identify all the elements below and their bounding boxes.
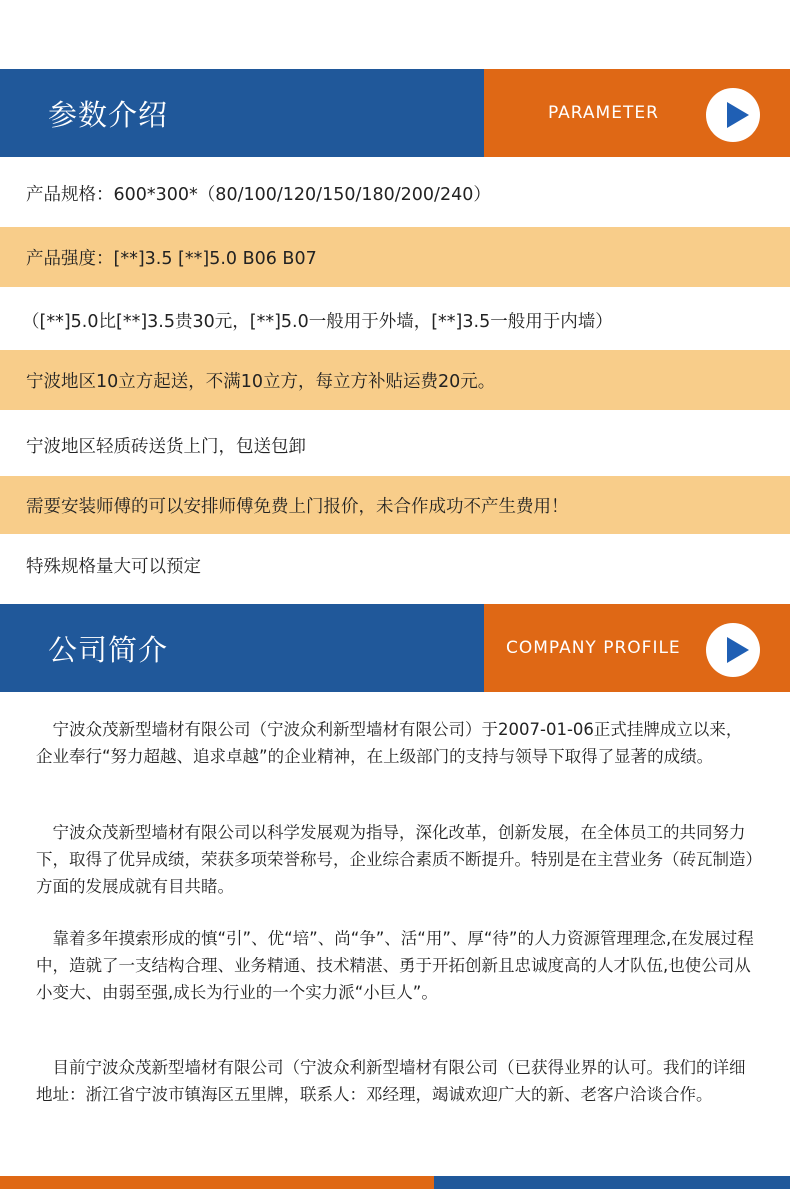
parameter-banner — [0, 69, 790, 157]
bottom-bar-orange — [0, 1176, 434, 1189]
bottom-decor-bar — [0, 1176, 790, 1189]
parameter-banner-right — [484, 69, 790, 157]
company-paragraph: 靠着多年摸索形成的慎“引”、优“培”、尚“争”、活“用”、厚“待”的人力资源管理理念,在发展过程中，造就了一支结构合理、业务精通、技术精湛、勇于开拓创新且忠诚度高的人才队伍,也使公司从小变大、由弱至强,成长为行业的一个实力派“小巨人”。 — [36, 929, 754, 1002]
param-delivery-door: 宁波地区轻质砖送货上门，包送包卸 — [26, 436, 306, 457]
parameter-section-subtitle: PARAMETER — [548, 103, 659, 123]
param-delivery-min: 宁波地区10立方起送，不满10立方，每立方补贴运费20元。 — [0, 350, 790, 410]
parameter-section-title: 参数介绍 — [48, 98, 169, 132]
param-strength: 产品强度：[**]3.5 [**]5.0 B06 B07 — [0, 227, 790, 287]
param-installation: 需要安装师傅的可以安排师傅免费上门报价，未合作成功不产生费用！ — [0, 476, 790, 534]
company-paragraph: 宁波众茂新型墙材有限公司以科学发展观为指导，深化改革，创新发展，在全体员工的共同努力下，取得了优异成绩，荣获多项荣誉称号，企业综合素质不断提升。特别是在主营业务（砖瓦制造）方面的发展成就有目共睹。 — [36, 823, 754, 896]
company-paragraph: 目前宁波众茂新型墙材有限公司（宁波众利新型墙材有限公司（已获得业界的认可。我们的详细地址：浙江省宁波市镇海区五里牌，联系人：邓经理，竭诚欢迎广大的新、老客户洽谈合作。 — [36, 1058, 746, 1104]
company-section-title: 公司简介 — [48, 633, 169, 667]
play-icon[interactable] — [706, 88, 760, 142]
param-spec: 产品规格：600*300*（80/100/120/150/180/200/240） — [26, 184, 491, 205]
play-icon[interactable] — [706, 623, 760, 677]
company-banner-left — [0, 604, 484, 692]
company-banner — [0, 604, 790, 692]
company-paragraph: 宁波众茂新型墙材有限公司（宁波众利新型墙材有限公司）于2007-01-06正式挂牌成立以来，企业奉行“努力超越、追求卓越”的企业精神，在上级部门的支持与领导下取得了显著的成绩。 — [36, 720, 743, 766]
company-section-subtitle: COMPANY PROFILE — [506, 638, 681, 658]
param-price-note: （[**]5.0比[**]3.5贵30元，[**]5.0一般用于外墙，[**]3.5一般用于内墙） — [22, 311, 613, 332]
bottom-bar-blue — [434, 1176, 790, 1189]
param-custom-spec: 特殊规格量大可以预定 — [26, 556, 201, 577]
company-banner-right — [484, 604, 790, 692]
parameter-banner-left — [0, 69, 484, 157]
